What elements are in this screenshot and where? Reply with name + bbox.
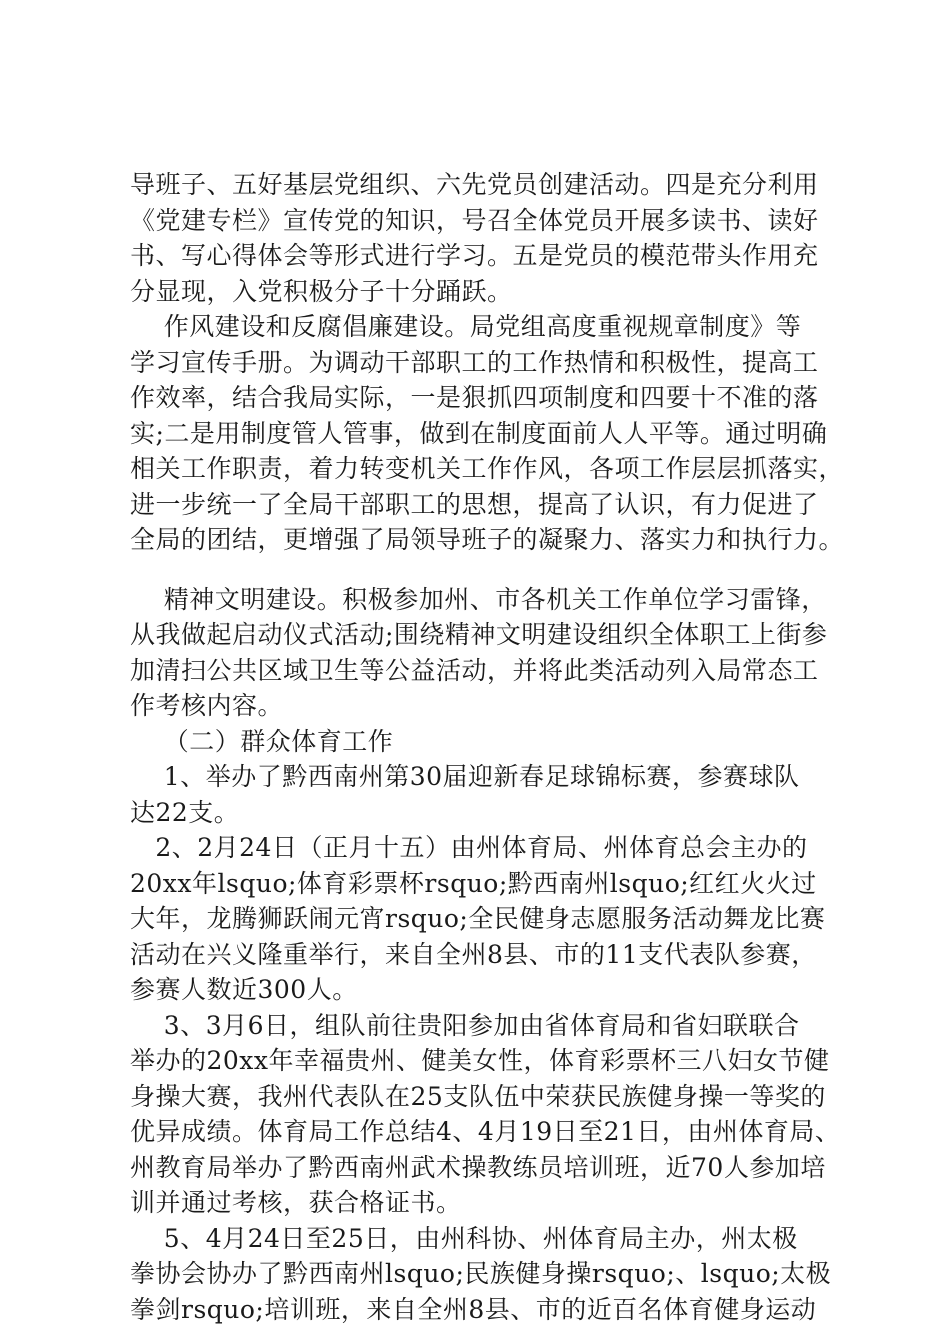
text-line: 身操大赛，我州代表队在25支队伍中荣获民族健身操一等奖的 bbox=[130, 1082, 826, 1111]
text-line: 1、举办了黔西南州第30届迎新春足球锦标赛，参赛球队 bbox=[130, 762, 800, 791]
section-heading: （二）群众体育工作 bbox=[130, 727, 394, 756]
text-line: 精神文明建设。积极参加州、市各机关工作单位学习雷锋， bbox=[130, 585, 827, 614]
text-line: 达22支。 bbox=[130, 798, 240, 827]
text-line: 参赛人数近300人。 bbox=[130, 975, 358, 1004]
text-line: 拳剑rsquo;培训班，来自全州8县、市的近百名体育健身运动 bbox=[130, 1295, 817, 1324]
text-line: 活动在兴义隆重举行，来自全州8县、市的11支代表队参赛， bbox=[130, 940, 817, 969]
text-line: 学习宣传手册。为调动干部职工的工作热情和积极性，提高工 bbox=[130, 348, 819, 377]
text-line: 全局的团结，更增强了局领导班子的凝聚力、落实力和执行力。 bbox=[130, 525, 845, 554]
text-line: 举办的20xx年幸福贵州、健美女性，体育彩票杯三八妇女节健 bbox=[130, 1046, 830, 1075]
text-line: 作风建设和反腐倡廉建设。局党组高度重视规章制度》等 bbox=[130, 312, 802, 341]
text-line: 作效率，结合我局实际，一是狠抓四项制度和四要十不准的落 bbox=[130, 383, 819, 412]
text-line: 书、写心得体会等形式进行学习。五是党员的模范带头作用充 bbox=[130, 241, 819, 270]
text-line: 从我做起启动仪式活动;围绕精神文明建设组织全体职工上街参 bbox=[130, 620, 828, 649]
text-line: 训并通过考核，获合格证书。 bbox=[130, 1188, 462, 1217]
text-line: 实;二是用制度管人管事，做到在制度面前人人平等。通过明确 bbox=[130, 419, 828, 448]
text-line: 2、2月24日（正月十五）由州体育局、州体育总会主办的 bbox=[130, 833, 808, 862]
text-line: 拳协会协办了黔西南州lsquo;民族健身操rsquo;、lsquo;太极 bbox=[130, 1259, 832, 1288]
text-line: 作考核内容。 bbox=[130, 691, 284, 720]
text-line: 3、3月6日，组队前往贵阳参加由省体育局和省妇联联合 bbox=[130, 1011, 800, 1040]
text-line: 导班子、五好基层党组织、六先党员创建活动。四是充分利用 bbox=[130, 170, 819, 199]
text-line: 分显现，入党积极分子十分踊跃。 bbox=[130, 277, 513, 306]
text-line: 州教育局举办了黔西南州武术操教练员培训班，近70人参加培 bbox=[130, 1153, 826, 1182]
text-line: 5、4月24日至25日，由州科协、州体育局主办，州太极 bbox=[130, 1224, 798, 1253]
text-line: 进一步统一了全局干部职工的思想，提高了认识，有力促进了 bbox=[130, 490, 819, 519]
text-line: 优异成绩。体育局工作总结4、4月19日至21日，由州体育局、 bbox=[130, 1117, 841, 1146]
text-line: 《党建专栏》宣传党的知识，号召全体党员开展多读书、读好 bbox=[130, 206, 819, 235]
text-line: 大年，龙腾狮跃闹元宵rsquo;全民健身志愿服务活动舞龙比赛 bbox=[130, 904, 826, 933]
text-line: 相关工作职责，着力转变机关工作作风，各项工作层层抓落实， bbox=[130, 454, 845, 483]
text-line: 加清扫公共区域卫生等公益活动，并将此类活动列入局常态工 bbox=[130, 656, 819, 685]
text-line: 20xx年lsquo;体育彩票杯rsquo;黔西南州lsquo;红红火火过 bbox=[130, 869, 817, 898]
